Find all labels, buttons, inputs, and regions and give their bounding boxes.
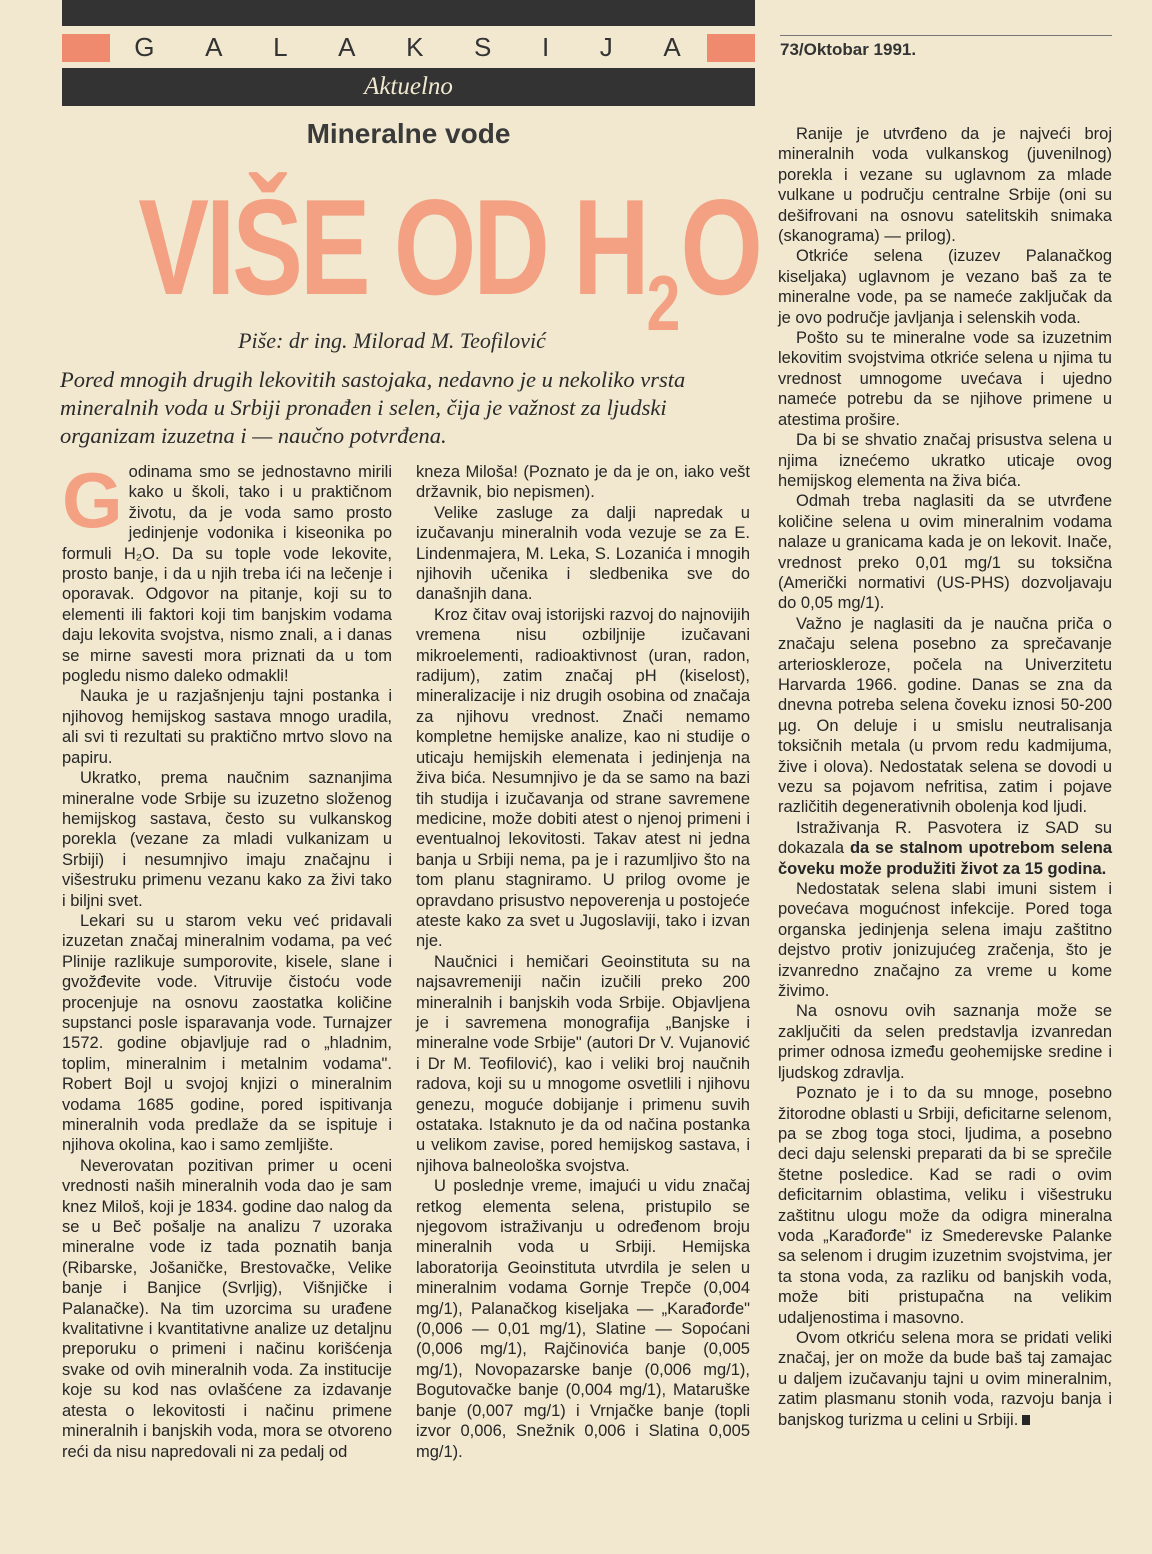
- column-3: [778, 124, 1112, 1430]
- section-label: Aktuelno: [62, 68, 755, 106]
- masthead-accent-left: [62, 34, 110, 62]
- issue-rule: [780, 35, 1112, 36]
- paragraph: Istraživanja R. Pasvotera iz SAD su dokazala da se stalnom upotrebom selena čoveku može produžiti život za 15 godina.: [778, 818, 1113, 878]
- paragraph: Pošto su te mineralne vode sa izuzetnim lekovitim svojstvima otkriće selena u njima tu vrednost umnogome uvećava i ujedno nameće potrebu da se njihove primene u atestima prošire.: [778, 329, 1112, 429]
- emphasis: da se stalnom upotrebom selena čoveku može produžiti život za 15 godina.: [778, 839, 1113, 878]
- masthead-letter: J: [599, 31, 615, 62]
- drop-cap: G: [62, 456, 123, 544]
- paragraph: Poznato je i to da su mnoge, posebno žitorodne oblasti u Srbiji, deficitarne selenom, pa se zbog toga stoci, ljudima, a posebno deci daju selenski preparati da bi se sprečile štetne posledice. Kad se radi o ovim deficitarnim oblastima, veliku i višestruku zaštitnu ulogu može da odigra mineralna voda „Karađorđe" iz Smederevske Palanke sa selenom i drugim izuzetnim svojstvima, jer ta stona voda, za razliku od banjskih voda, može biti pristupačna na velikim udaljenostima i masovno.: [778, 1084, 1112, 1327]
- headline-end: O: [680, 171, 760, 323]
- paragraph: Neverovatan pozitivan primer u oceni vrednosti naših mineralnih voda dao je sam knez Miloš, koji je 1834. godine dao nalog da se u Beč pošalje na analizu 7 uzoraka mineralne vode iz tada poznatih banja (Ribarske, Jošaničke, Brestovačke, Velike banje i Banjice (Svrljig), Višnjičke i Palanačke). Na tim uzorcima su urađene kvalitativne i kvantitativne analize uz detaljnu preporuku o primeni i načinu korišćenja svake od ovih mineralnih voda. Za institucije koje su kod nas ovlašćene za izdavanje atesta o lekovitosti i načinu primene mineralnih i banjskih voda, mora se otvoreno reći da nisu napredovali ni za pedalj od: [62, 1156, 392, 1461]
- paragraph: Odmah treba naglasiti da se utvrđene količine selena u ovim mineralnim vodama nalaze u granicama kada je on lekovit. Inače, vrednost preko 0,01 mg/1 su toksična (Američki normativi (US-PHS) dozvoljavaju do 0,05 mg/1).: [778, 492, 1112, 613]
- paragraph: Na osnovu ovih saznanja može se zaključiti da selen predstavlja izvanredan primer odnosa između geohemijske sredine i ljudskog zdravlja.: [778, 1002, 1112, 1082]
- end-mark-icon: [1022, 1415, 1030, 1425]
- masthead-letter: A: [338, 31, 358, 62]
- paragraph: Ranije je utvrđeno da je najveći broj mineralnih voda vulkanskog (juvenilnog) porekla i vezane su uglavnom za mlade vulkane u području centralne Srbije (oni su dešifrovani na osnovu satelitskih snimaka (skanograma) — prilog).: [778, 125, 1112, 246]
- masthead-title: [110, 30, 707, 64]
- paragraph: Nedostatak selena slabi imuni sistem i povećava mogućnost infekcije. Pored toga organska jedinjenja selena imaju zaštitno dejstvo protiv jonizujućeg zračenja, što je izvanredno značajno za vreme u kome živimo.: [778, 880, 1112, 1001]
- paragraph: Velike zasluge za dalji napredak u izučavanju mineralnih voda vezuje se za E. Lindenmajera, M. Leka, S. Lozanića i mnogih njihovih učenika i sledbenika sve do današnjih dana.: [416, 503, 750, 604]
- masthead-letter: K: [406, 31, 426, 62]
- paragraph: Lekari su u starom veku već pridavali izuzetan značaj mineralnim vodama, pa već Plinije razlikuje sumporovite, kisele, slane i gvožđevite vode. Vitruvije čistoću vode procenjuje na osnovu zaostatka količine supstanci posle isparavanja vode. Turnajzer 1572. godine objavljuje rad o „hladnim, toplim, mineralnim i metalnim vodama". Robert Bojl u svojoj knjizi o mineralnim vodama 1685 godine, pored ispitivanja mineralnih voda predlaže da se ispituje i njihova okolina, kao i samo zemljište.: [62, 911, 392, 1155]
- headline-subscript: 2: [646, 259, 681, 347]
- masthead-letter: S: [474, 31, 494, 62]
- paragraph: Kroz čitav ovaj istorijski razvoj do najnovijih vremena nisu ozbiljnije izučavani mikroelementi, radioaktivnost (uran, radon, radijum), zatim značaj pH (kiselost), mineralizacije i niz drugih osobina od značaja za njihovu vrednost. Znači nemamo kompletne hemijske analize, kao ni studije o uticaju hemijskih elemenata i jedinjenja na živa bića. Nesumnjivo je da se samo na bazi tih studija i izučavanja od strane savremene medicine, može dobiti atest o njenoj primeni i eventualnoj lekovitosti. Takav atest ni jedna banja u Srbiji nema, pa je i razumljivo što na tom planu stagniramo. U prilog ovome je opravdano prisustvo nepoverenja u postojeće ateste kako za svet u Jugoslaviji, tako i izvan nje.: [416, 605, 750, 951]
- paragraph: Godinama smo se jednostavno mirili kako u školi, tako i u praktičnom životu, da je voda samo prosto jedinjenje vodonika i kiseonika po formuli H₂O. Da su tople vode lekovite, prosto banje, i da u njih treba ići na lečenje i oporavak. Odgovor na pitanje, koji su to elementi ili faktori koji tim banjskim vodama daju lekovita svojstva, nismo znali, a i danas se mirne savesti mora priznati da u tom pogledu nismo daleko odmakli!: [62, 456, 392, 686]
- issue-date: 73/Oktobar 1991.: [780, 40, 917, 59]
- headline-main: VIŠE OD H: [138, 171, 647, 323]
- masthead-letter: I: [541, 31, 552, 62]
- lead-paragraph: Pored mnogih drugih lekovitih sastojaka, nedavno je u nekoliko vrsta mineralnih voda u Srbiji pronađen i selen, čija je važnost za ljudski organizam izuzetna i — naučno potvrđena.: [60, 367, 686, 448]
- paragraph: Da bi se shvatio značaj prisustva selena u njima iznećemo ukratko uticaje ovog hemijskog elementa na živa bića.: [778, 431, 1112, 490]
- masthead-letter: A: [205, 31, 225, 62]
- paragraph: Ovom otkriću selena mora se pridati veliki značaj, jer on može da bude baš taj zamajac u daljem izučavanju tajni u ovim mineralnim, zatim plasmanu stonih voda, razvoju banja i banjskog turizma u celini u Srbiji.: [778, 1328, 1112, 1429]
- column-1: [62, 456, 392, 1462]
- masthead-letter: G: [134, 31, 157, 62]
- paragraph: U poslednje vreme, imajući u vidu značaj retkog elementa selena, pristupilo se njegovom istraživanju u određenom broju mineralnih voda u Srbiji. Hemijska laboratorija Geoinstituta utvrdila je selen u mineralnim vodama Gornje Trepče (0,004 mg/1), Palanačkog kiseljaka — „Karađorđe" (0,006 — 0,01 mg/1), Slatine — Sopoćani (0,006 mg/1), Rajčinovića banje (0,005 mg/1), Novopazarske banje (0,006 mg/1), Bogutovačke banje (0,004 mg/1), Mataruške banje (0,007 mg/1) i Vrnjačke banje (topli izvor 0,006, Snežnik 0,006 i Slatina 0,005 mg/1).: [416, 1177, 750, 1461]
- paragraph: Važno je naglasiti da je naučna priča o značaju selena posebno za sprečavanje arterioskleroze, počela na Univerzitetu Harvarda 1966. godine. Danas se zna da dnevna potreba selena čoveku iznosi 50-200 µg. On deluje i u smislu neutralisanja toksičnih metala (u prvom redu kadmijuma, žive i olova). Nedostatak selena se dovodi u vezu sa pojavom nefritisa, zatim i pojave različitih degenerativnih obolenja kod ljudi.: [778, 614, 1112, 817]
- paragraph: Nauka je u razjašnjenju tajni postanka i njihovog hemijskog sastava mnogo uradila, ali svi ti rezultati su praktično mrtvo slovo na papiru.: [62, 687, 392, 767]
- paragraph: Naučnici i hemičari Geoinstituta su na najsavremeniji način izučili preko 200 mineralnih i banjskih voda Srbije. Objavljena je i savremena monografija „Banjske i mineralne vode Srbije" (autori Dr V. Vujanović i Dr M. Teofilović), kao i veliki broj naučnih radova, koji su u mnogome osvetlili i njihovu genezu, moguće dobijanje i primenu suvih ostataka. Istaknuto je da od načina postanka u velikom zavise, pored hemijskog sastava, i njihova balneološka svojstva.: [416, 952, 750, 1175]
- article-kicker: Mineralne vode: [306, 118, 511, 149]
- paragraph: Ukratko, prema naučnim saznanjima mineralne vode Srbije su izuzetno složenog hemijskog sastava, često su vulkanskog porekla (vezane za mladi vulkanizam u Srbiji) i nesumnjivo imaju značajnu i višestruku primenu vezanu kako za živi tako i biljni svet.: [62, 769, 392, 910]
- masthead-accent-right: [707, 34, 755, 62]
- masthead-letter: A: [663, 31, 683, 62]
- paragraph: kneza Miloša! (Poznato je da je on, iako vešt državnik, bio nepismen).: [416, 463, 750, 502]
- column-2: [416, 462, 750, 1462]
- byline: Piše: dr ing. Milorad M. Teofilović: [238, 328, 546, 353]
- top-bar: [62, 0, 755, 26]
- masthead-letter: L: [273, 31, 290, 62]
- masthead: [62, 30, 755, 64]
- paragraph: Otkriće selena (izuzev Palanačkog kiseljaka) uglavnom je vezano baš za te mineralne vode, pa se nameće zaključak da je ovo područje javljanja i selenskih voda.: [778, 247, 1112, 327]
